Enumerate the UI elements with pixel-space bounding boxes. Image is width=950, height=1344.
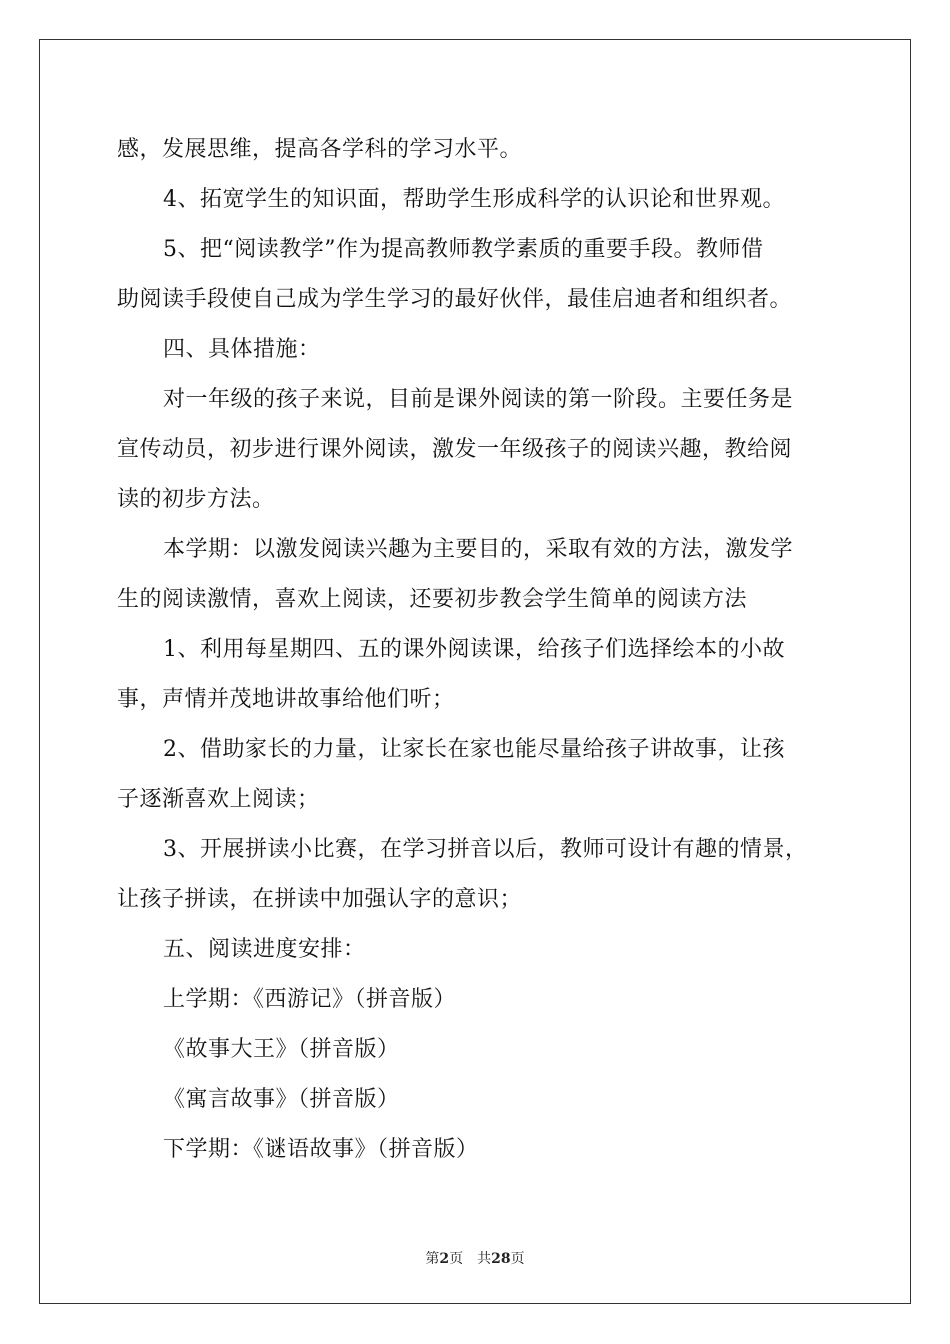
section-heading-schedule: 五、阅读进度安排： <box>163 937 366 962</box>
text-line-16: 让孩子拼读，在拼读中加强认字的意识； <box>117 887 523 912</box>
text-line-8: 读的初步方法。 <box>117 487 275 512</box>
text-line-19: 《故事大王》（拼音版） <box>163 1037 400 1062</box>
footer-page-unit: 页 <box>449 1251 464 1267</box>
section-heading-measures: 四、具体措施： <box>163 337 321 362</box>
page-footer <box>0 1248 950 1268</box>
text-line-12: 事，声情并茂地讲故事给他们听； <box>117 687 455 712</box>
footer-prefix: 第 <box>425 1251 440 1267</box>
text-line-7: 宣传动员，初步进行课外阅读，激发一年级孩子的阅读兴趣，教给阅 <box>117 437 793 462</box>
total-page-count: 28 <box>491 1251 511 1267</box>
text-line-21: 下学期：《谜语故事》（拼音版） <box>163 1137 479 1162</box>
text-line-9: 本学期：以激发阅读兴趣为主要目的，采取有效的方法，激发学 <box>163 537 794 562</box>
text-line-2: 4、拓宽学生的知识面，帮助学生形成科学的认识论和世界观。 <box>163 187 785 212</box>
text-line-1: 感，发展思维，提高各学科的学习水平。 <box>117 137 523 162</box>
text-line-15: 3、开展拼读小比赛，在学习拼音以后，教师可设计有趣的情景， <box>163 837 808 862</box>
footer-total-unit: 页 <box>510 1251 525 1267</box>
text-line-14: 子逐渐喜欢上阅读； <box>117 787 320 812</box>
text-line-3: 5、把“阅读教学”作为提高教师教学素质的重要手段。教师借 <box>163 237 764 262</box>
text-line-6: 对一年级的孩子来说，目前是课外阅读的第一阶段。主要任务是 <box>163 387 794 412</box>
footer-total-prefix: 共 <box>477 1251 492 1267</box>
text-line-20: 《寓言故事》（拼音版） <box>163 1087 400 1112</box>
text-line-11: 1、利用每星期四、五的课外阅读课，给孩子们选择绘本的小故 <box>163 637 785 662</box>
text-line-18: 上学期：《西游记》（拼音版） <box>163 987 457 1012</box>
current-page-number: 2 <box>439 1251 450 1267</box>
text-line-4: 助阅读手段使自己成为学生学习的最好伙伴，最佳启迪者和组织者。 <box>117 287 793 312</box>
text-line-13: 2、借助家长的力量，让家长在家也能尽量给孩子讲故事，让孩 <box>163 737 785 762</box>
text-line-10: 生的阅读激情，喜欢上阅读，还要初步教会学生简单的阅读方法 <box>117 587 748 612</box>
document-body <box>117 125 837 1175</box>
